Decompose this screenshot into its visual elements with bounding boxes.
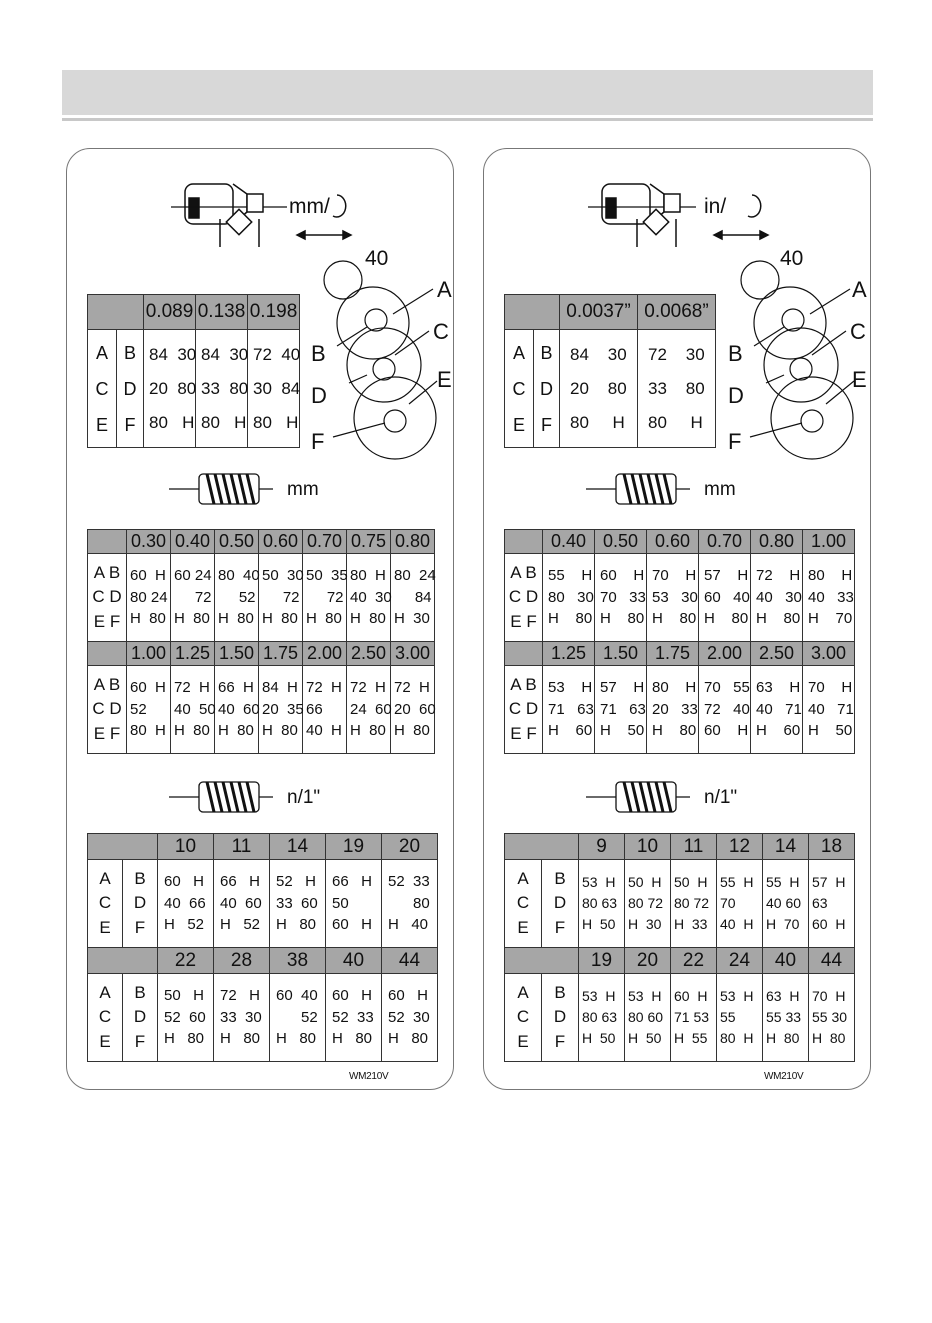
feed-gear-cell: 72 30 33 80 80 H xyxy=(648,345,705,432)
gear-cell: 53 H 80 60 H 50 xyxy=(628,988,664,1046)
row-labels: A C E xyxy=(516,982,530,1051)
gear-train-diagram xyxy=(741,261,854,459)
gear-cell: 60 H 52 30 H 80 xyxy=(388,986,430,1048)
gear-label-c: C xyxy=(433,319,449,344)
gear-cell: 72 H 40 50 H 80 xyxy=(174,678,216,740)
rotation-icon xyxy=(748,195,761,217)
pitch-header: 3.00 xyxy=(803,642,855,666)
gear-cell: 66 H 40 60 H 52 xyxy=(220,872,262,934)
feed-unit-label: mm/ xyxy=(289,195,330,218)
header-bar xyxy=(62,70,873,115)
pitch-header: 0.60 xyxy=(259,530,303,554)
gear-label-e: E xyxy=(852,367,867,392)
gear-cell: 70 H 40 71 H 50 xyxy=(808,678,854,740)
header-rule xyxy=(62,118,873,121)
gear-cell: 52 H 33 60 H 80 xyxy=(276,872,318,934)
gear-cell: 72 H 24 60 H 80 xyxy=(350,678,392,740)
row-labels: A B C D E F xyxy=(92,674,122,743)
gear-label-b: B xyxy=(728,341,743,366)
thread-screw-icon-inch xyxy=(169,782,273,812)
tpi-header: 11 xyxy=(214,834,270,860)
gear-cell: 57 H 63 60 H xyxy=(812,874,846,932)
feed-table xyxy=(504,294,716,448)
pitch-header: 0.80 xyxy=(751,530,803,554)
feed-gear-cell: 84 30 20 80 80 H xyxy=(149,345,197,432)
gear-cell: 70 55 72 40 60 H xyxy=(704,678,750,740)
gear-cell: 50 35 72 H 80 xyxy=(306,566,348,628)
gear-cell: 70 H 53 30 H 80 xyxy=(652,566,698,628)
thread-screw-icon xyxy=(169,474,273,504)
gear-cell: 50 H 80 72 H 33 xyxy=(674,874,710,932)
section-gap xyxy=(484,817,871,829)
inch-thread-table xyxy=(504,833,855,1062)
gear-label-d: D xyxy=(728,383,744,408)
gear-label-f: F xyxy=(728,429,742,454)
pitch-header: 1.00 xyxy=(803,530,855,554)
row-labels: A C E xyxy=(98,982,112,1051)
pitch-header: 0.50 xyxy=(595,530,647,554)
tpi-header: 40 xyxy=(326,948,382,974)
tpi-header: 14 xyxy=(270,834,326,860)
gear-cell: 53 H 80 63 H 50 xyxy=(582,988,618,1046)
gear-label-a: A xyxy=(437,277,452,302)
metric-thread-table xyxy=(87,529,435,754)
gear-label-e: E xyxy=(437,367,452,392)
row-labels: A C E xyxy=(98,868,112,937)
feed-header: 0.198 xyxy=(248,295,300,330)
gear-cell: 80 40 52 H 80 xyxy=(218,566,260,628)
feed-table xyxy=(87,294,300,448)
gear-cell: 80 H 40 30 H 80 xyxy=(350,566,392,628)
tpi-header: 20 xyxy=(382,834,438,860)
pitch-header: 2.50 xyxy=(751,642,803,666)
gear-cell: 53 H 80 63 H 50 xyxy=(582,874,618,932)
gear-label-d: D xyxy=(311,383,327,408)
pitch-header: 1.50 xyxy=(215,642,259,666)
row-labels: A B C D E F xyxy=(508,562,539,631)
tpi-header: 10 xyxy=(158,834,214,860)
gear-40-label: 40 xyxy=(780,247,804,270)
tpi-header: 18 xyxy=(809,834,855,860)
gear-cell: 57 H 60 40 H 80 xyxy=(704,566,750,628)
rotation-icon xyxy=(333,195,346,217)
model-label: WM210V xyxy=(349,1071,389,1082)
feed-table-corner xyxy=(88,295,144,330)
gear-label-f: F xyxy=(311,429,325,454)
row-labels: B D F xyxy=(123,342,137,435)
inch-thread-table xyxy=(87,833,438,1062)
turning-tool-icon xyxy=(588,184,696,247)
turning-tool-icon xyxy=(171,184,287,247)
tpi-header: 22 xyxy=(158,948,214,974)
row-labels: B D F xyxy=(553,868,567,937)
gear-cell: 63 H 40 71 H 60 xyxy=(756,678,802,740)
row-labels: B D F xyxy=(553,982,567,1051)
gear-cell: 57 H 71 63 H 50 xyxy=(600,678,646,740)
pitch-header: 0.40 xyxy=(543,530,595,554)
gear-cell: 55 H 40 60 H 70 xyxy=(766,874,802,932)
tpi-header: 19 xyxy=(326,834,382,860)
row-labels: B D F xyxy=(133,868,147,937)
gear-train-diagram xyxy=(324,261,437,459)
pitch-header: 3.00 xyxy=(391,642,435,666)
gear-cell: 72 H 66 40 H xyxy=(306,678,342,740)
gear-cell: 60 H 52 33 H 80 xyxy=(332,986,374,1048)
gear-cell: 80 H 40 33 H 70 xyxy=(808,566,854,628)
feed-header: 0.138 xyxy=(196,295,248,330)
gear-cell: 60 H 71 53 H 55 xyxy=(674,988,710,1046)
metric-thread-table xyxy=(504,529,855,754)
tpi-header: 22 xyxy=(671,948,717,974)
gear-40-label: 40 xyxy=(365,247,389,270)
pitch-header: 0.40 xyxy=(171,530,215,554)
pitch-header: 2.50 xyxy=(347,642,391,666)
gear-cell: 80 24 84 H 30 xyxy=(394,566,436,628)
gear-cell: 70 H 55 30 H 80 xyxy=(812,988,848,1046)
feed-gear-cell: 84 30 33 80 80 H xyxy=(201,345,249,432)
tpi-header: 44 xyxy=(382,948,438,974)
row-labels: A C E xyxy=(516,868,530,937)
model-label: WM210V xyxy=(764,1071,804,1082)
gear-label-a: A xyxy=(852,277,867,302)
gear-cell: 50 H 80 72 H 30 xyxy=(628,874,664,932)
row-labels: A B C D E F xyxy=(508,674,539,743)
pitch-header: 0.80 xyxy=(391,530,435,554)
gear-cell: 52 33 80 H 40 xyxy=(388,872,430,934)
gear-cell: 60 H 40 66 H 52 xyxy=(164,872,206,934)
gear-cell: 66 H 50 60 H xyxy=(332,872,373,934)
pitch-header: 2.00 xyxy=(699,642,751,666)
row-labels: B D F xyxy=(133,982,147,1051)
row-labels: A B C D E F xyxy=(92,562,122,631)
tpi-header: 14 xyxy=(763,834,809,860)
gear-cell: 50 30 72 H 80 xyxy=(262,566,304,628)
gear-cell: 63 H 55 33 H 80 xyxy=(766,988,802,1046)
tpi-header: 28 xyxy=(214,948,270,974)
pitch-header: 1.00 xyxy=(127,642,171,666)
pitch-header: 0.60 xyxy=(647,530,699,554)
pitch-header: 1.25 xyxy=(171,642,215,666)
row-labels: A C E xyxy=(512,342,526,435)
tpi-header: 11 xyxy=(671,834,717,860)
feed-header: 0.089 xyxy=(144,295,196,330)
tpi-header: 40 xyxy=(763,948,809,974)
gear-cell: 60 H 52 80 H xyxy=(130,678,166,740)
feed-gear-cell: 84 30 20 80 80 H xyxy=(570,345,627,432)
gear-cell: 72 H 33 30 H 80 xyxy=(220,986,262,1048)
tpi-header: 44 xyxy=(809,948,855,974)
inch-unit-label: n/1" xyxy=(287,787,321,808)
inch-unit-label: n/1" xyxy=(704,787,738,808)
row-labels: B D F xyxy=(540,342,553,435)
gear-cell: 80 H 20 33 H 80 xyxy=(652,678,698,740)
gear-label-b: B xyxy=(311,341,326,366)
gear-cell: 72 H 20 60 H 80 xyxy=(394,678,436,740)
feed-gear-cell: 72 40 30 84 80 H xyxy=(253,345,301,432)
gear-cell: 60 24 72 H 80 xyxy=(174,566,212,628)
pitch-header: 1.75 xyxy=(259,642,303,666)
feed-arrow-icon xyxy=(297,231,351,239)
gear-cell: 66 H 40 60 H 80 xyxy=(218,678,260,740)
tpi-header: 12 xyxy=(717,834,763,860)
chart-card-metric xyxy=(66,148,454,1090)
gear-cell: 60 40 52 H 80 xyxy=(276,986,318,1048)
metric-unit-label: mm xyxy=(704,479,736,500)
gear-cell: 53 H 55 80 H xyxy=(720,988,754,1046)
tpi-header: 9 xyxy=(579,834,625,860)
pitch-header: 0.30 xyxy=(127,530,171,554)
thread-screw-icon xyxy=(586,474,690,504)
gear-cell: 50 H 52 60 H 80 xyxy=(164,986,206,1048)
pitch-header: 0.70 xyxy=(699,530,751,554)
feed-header: 0.0068” xyxy=(638,295,716,330)
feed-unit-label: in/ xyxy=(704,195,727,218)
metric-unit-label: mm xyxy=(287,479,319,500)
gear-cell: 60 H 70 33 H 80 xyxy=(600,566,646,628)
pitch-header: 0.70 xyxy=(303,530,347,554)
pitch-header: 1.25 xyxy=(543,642,595,666)
chart-card-inch xyxy=(483,148,871,1090)
gear-cell: 55 H 70 40 H xyxy=(720,874,754,932)
section-gap xyxy=(67,817,454,829)
pitch-header: 1.50 xyxy=(595,642,647,666)
tpi-header: 38 xyxy=(270,948,326,974)
gear-cell: 53 H 71 63 H 60 xyxy=(548,678,594,740)
gear-cell: 60 H 80 24 H 80 xyxy=(130,566,168,628)
row-labels: A C E xyxy=(95,342,109,435)
pitch-header: 1.75 xyxy=(647,642,699,666)
feed-arrow-icon xyxy=(714,231,768,239)
pitch-header: 2.00 xyxy=(303,642,347,666)
feed-header: 0.0037” xyxy=(560,295,638,330)
gear-cell: 72 H 40 30 H 80 xyxy=(756,566,802,628)
gear-label-c: C xyxy=(850,319,866,344)
thread-screw-icon-inch xyxy=(586,782,690,812)
pitch-header: 0.50 xyxy=(215,530,259,554)
tpi-header: 19 xyxy=(579,948,625,974)
tpi-header: 10 xyxy=(625,834,671,860)
gear-cell: 55 H 80 30 H 80 xyxy=(548,566,594,628)
tpi-header: 24 xyxy=(717,948,763,974)
pitch-header: 0.75 xyxy=(347,530,391,554)
gear-cell: 84 H 20 35 H 80 xyxy=(262,678,304,740)
tpi-header: 20 xyxy=(625,948,671,974)
